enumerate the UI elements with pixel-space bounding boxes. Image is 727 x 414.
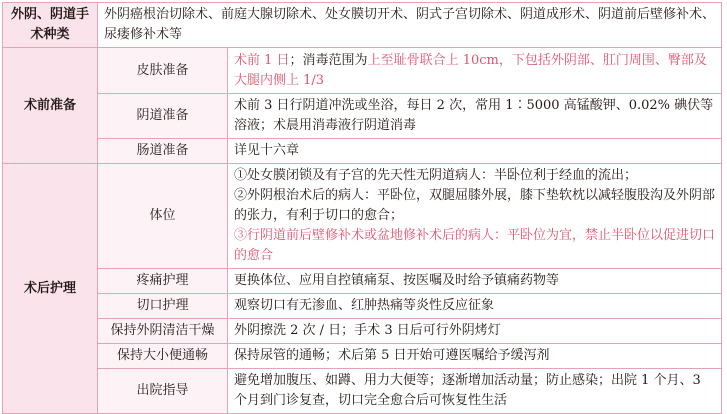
skin-prep-timing: 术前 1 日 [234, 52, 290, 68]
incision-care-row [3, 294, 722, 319]
vaginal-prep-content: 术前 3 日行阴道冲洗或坐浴，每日 2 次，常用 1∶5000 高锰酸钾、0.02% 碘伏等溶液；术晨用消毒液行阴道消毒 [228, 94, 722, 139]
vaginal-prep-row [3, 94, 722, 139]
discharge-content: 避免增加腹压、如蹲、用力大便等；逐渐增加活动量；防止感染；出院 1 个月、3 个月到门诊复查，切口完全愈合后可恢复性生活 [228, 369, 722, 414]
incision-care-content: 观察切口有无渗血、红肿热痛等炎性反应征象 [228, 294, 722, 319]
preop-header: 术前准备 [3, 48, 98, 164]
skin-prep-content [228, 48, 722, 94]
incision-care-label: 切口护理 [98, 294, 228, 319]
position-item-2: ②外阴根治术后的病人：平卧位，双腿屈膝外展，膝下垫软枕以减轻腹股沟及外阴部的张力，有利于切口的愈合； [234, 188, 716, 223]
bowel-prep-label: 肠道准备 [98, 139, 228, 164]
vulva-hygiene-row [3, 319, 722, 344]
vulva-hygiene-label: 保持外阴清洁干燥 [98, 319, 228, 344]
bowel-prep-row [3, 139, 722, 164]
position-item-1: ①处女膜闭锁及有子宫的先天性无阴道病人：半卧位利于经血的流出； [234, 168, 638, 183]
nursing-table-wrapper [2, 2, 722, 414]
discharge-row [3, 369, 722, 414]
skin-prep-row [3, 48, 722, 94]
skin-prep-mid: ；消毒范围为 [289, 52, 368, 68]
pain-care-label: 疼痛护理 [98, 269, 228, 294]
skin-prep-label: 皮肤准备 [98, 48, 228, 94]
pain-care-row [3, 269, 722, 294]
position-label: 体位 [98, 164, 228, 269]
postop-header: 术后护理 [3, 164, 98, 414]
skin-prep-range: 上至耻骨联合上 10cm，下包括外阴部、肛门周围、臀部及大腿内侧上 1/3 [234, 52, 707, 88]
bowel-bladder-row [3, 344, 722, 369]
bowel-prep-content: 详见十六章 [228, 139, 722, 164]
surgery-type-content: 外阴癌根治切除术、前庭大腺切除术、处女膜切开术、阴式子宫切除术、阴道成形术、阴道前后壁修补术、尿瘘修补术等 [98, 3, 722, 48]
surgery-type-row [3, 3, 722, 48]
surgery-type-header: 外阴、阴道手术种类 [3, 3, 98, 48]
position-item-3: ③行阴道前后壁修补术或盆地修补术后的病人：平卧位为宜，禁止半卧位以促进切口的愈合 [234, 228, 716, 263]
bowel-bladder-content: 保持尿管的通畅；术后第 5 日开始可遵医嘱给予缓泻剂 [228, 344, 722, 369]
position-row [3, 164, 722, 269]
vulva-hygiene-content: 外阴擦洗 2 次 / 日；手术 3 日后可行外阴烤灯 [228, 319, 722, 344]
pain-care-content: 更换体位、应用自控镇痛泵、按医嘱及时给予镇痛药物等 [228, 269, 722, 294]
vaginal-prep-label: 阴道准备 [98, 94, 228, 139]
position-content [228, 164, 722, 269]
bowel-bladder-label: 保持大小便通畅 [98, 344, 228, 369]
discharge-label: 出院指导 [98, 369, 228, 414]
perineal-surgery-nursing-table [2, 2, 722, 414]
